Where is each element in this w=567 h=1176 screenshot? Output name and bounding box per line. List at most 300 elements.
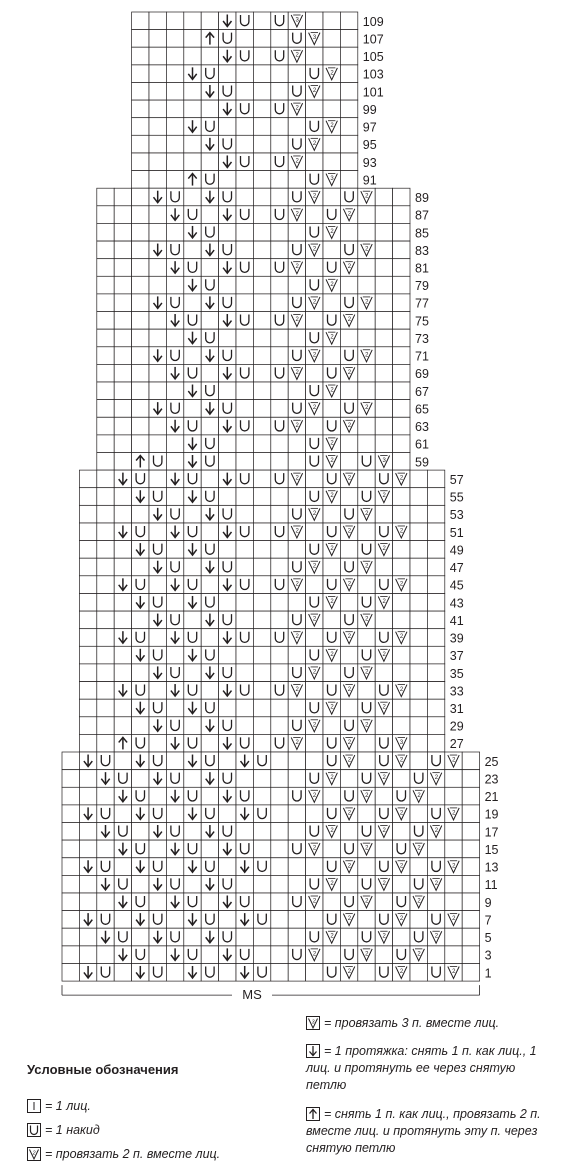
chart-cell bbox=[271, 12, 288, 30]
chart-cell bbox=[114, 611, 131, 629]
ktog-number: 2 bbox=[312, 246, 317, 253]
chart-cell bbox=[306, 171, 323, 189]
chart-cell bbox=[271, 417, 288, 435]
chart-cell bbox=[166, 276, 183, 294]
chart-cell bbox=[184, 417, 201, 435]
chart-cell bbox=[271, 823, 288, 841]
chart-cell bbox=[253, 594, 270, 612]
ktog-number: 2 bbox=[312, 510, 317, 517]
ktog-number: 2 bbox=[365, 352, 369, 359]
chart-cell bbox=[97, 241, 114, 259]
chart-cell bbox=[149, 752, 166, 770]
ktog-number: 2 bbox=[434, 880, 439, 887]
ktog-number: 2 bbox=[399, 969, 404, 975]
chart-cell bbox=[114, 823, 131, 841]
chart-cell bbox=[219, 875, 236, 893]
chart-cell bbox=[323, 682, 340, 700]
chart-cell bbox=[306, 470, 323, 488]
ktog-number: 2 bbox=[452, 969, 456, 975]
chart-cell bbox=[393, 206, 410, 224]
chart-cell bbox=[132, 223, 149, 241]
yarn-over-icon bbox=[27, 1123, 41, 1137]
chart-cell bbox=[201, 276, 218, 294]
chart-cell bbox=[201, 364, 218, 382]
row-number: 89 bbox=[415, 191, 429, 205]
chart-cell bbox=[340, 188, 357, 206]
chart-cell bbox=[271, 717, 288, 735]
chart-cell bbox=[166, 699, 183, 717]
sk2p-icon bbox=[306, 1107, 320, 1121]
chart-cell bbox=[236, 928, 253, 946]
chart-cell bbox=[149, 840, 166, 858]
ktog-number: 2 bbox=[434, 933, 439, 940]
chart-cell bbox=[149, 30, 166, 48]
chart-cell bbox=[114, 259, 131, 277]
chart-cell bbox=[253, 664, 270, 682]
chart-cell bbox=[236, 153, 253, 171]
chart-cell bbox=[236, 594, 253, 612]
chart-cell bbox=[79, 576, 96, 594]
chart-cell bbox=[114, 717, 131, 735]
ktog-number: 2 bbox=[312, 88, 317, 94]
chart-cell bbox=[358, 646, 375, 664]
chart-cell bbox=[184, 294, 201, 312]
chart-cell bbox=[219, 664, 236, 682]
chart-cell bbox=[427, 682, 444, 700]
k2tog-icon bbox=[27, 1147, 41, 1161]
chart-cell bbox=[271, 171, 288, 189]
chart-cell bbox=[236, 558, 253, 576]
chart-cell bbox=[79, 875, 96, 893]
row-number: 97 bbox=[362, 120, 377, 135]
chart-cell bbox=[79, 946, 96, 964]
chart-cell bbox=[166, 646, 183, 664]
chart-cell bbox=[410, 911, 427, 929]
chart-cell bbox=[219, 171, 236, 189]
ktog-number: 2 bbox=[399, 634, 404, 641]
chart-cell bbox=[393, 364, 410, 382]
chart-cell bbox=[184, 629, 201, 647]
ktog-number: 2 bbox=[295, 475, 299, 482]
chart-cell bbox=[358, 523, 375, 541]
chart-cell bbox=[358, 364, 375, 382]
ktog-number: 2 bbox=[347, 422, 352, 429]
chart-cell bbox=[236, 312, 253, 330]
chart-cell bbox=[132, 523, 149, 541]
ktog-number: 2 bbox=[382, 880, 386, 887]
chart-cell bbox=[149, 364, 166, 382]
chart-cell bbox=[219, 646, 236, 664]
chart-cell bbox=[462, 823, 479, 841]
ktog-number: 2 bbox=[452, 810, 456, 817]
chart-cell bbox=[271, 364, 288, 382]
row-number: 57 bbox=[449, 472, 464, 487]
chart-cell bbox=[132, 787, 149, 805]
chart-cell bbox=[132, 417, 149, 435]
chart-cell bbox=[132, 100, 149, 118]
chart-cell bbox=[201, 629, 218, 647]
chart-cell bbox=[114, 435, 131, 453]
chart-cell bbox=[271, 435, 288, 453]
chart-cell bbox=[271, 100, 288, 118]
chart-cell bbox=[184, 259, 201, 277]
chart-cell bbox=[166, 875, 183, 893]
chart-cell bbox=[462, 964, 479, 982]
chart-cell bbox=[236, 875, 253, 893]
svg-text:3: 3 bbox=[311, 1019, 315, 1026]
chart-cell bbox=[184, 505, 201, 523]
chart-cell bbox=[149, 699, 166, 717]
chart-cell bbox=[358, 858, 375, 876]
ktog-number: 2 bbox=[452, 757, 456, 764]
chart-cell bbox=[132, 364, 149, 382]
chart-cell bbox=[114, 188, 131, 206]
chart-cell bbox=[79, 893, 96, 911]
chart-cell bbox=[201, 488, 218, 506]
chart-cell bbox=[253, 312, 270, 330]
chart-cell bbox=[306, 153, 323, 171]
chart-cell bbox=[97, 629, 114, 647]
ktog-number: 2 bbox=[312, 563, 317, 570]
chart-cell bbox=[149, 541, 166, 559]
chart-cell bbox=[132, 470, 149, 488]
chart-cell bbox=[358, 823, 375, 841]
row-number: 23 bbox=[484, 772, 499, 787]
chart-cell bbox=[375, 964, 392, 982]
chart-cell bbox=[462, 911, 479, 929]
chart-cell bbox=[323, 30, 340, 48]
chart-cell bbox=[149, 805, 166, 823]
chart-cell bbox=[149, 435, 166, 453]
chart-cell bbox=[97, 259, 114, 277]
chart-cell bbox=[271, 312, 288, 330]
legend-title: Условные обозначения bbox=[27, 1062, 179, 1077]
chart-cell bbox=[201, 840, 218, 858]
row-number: 87 bbox=[415, 208, 429, 223]
chart-cell bbox=[253, 417, 270, 435]
chart-cell bbox=[427, 699, 444, 717]
row-number: 67 bbox=[415, 384, 429, 399]
chart-cell bbox=[184, 558, 201, 576]
chart-cell bbox=[184, 840, 201, 858]
chart-cell bbox=[114, 911, 131, 929]
row-number: 65 bbox=[415, 402, 429, 417]
ktog-number: 2 bbox=[417, 792, 421, 799]
row-number: 109 bbox=[362, 14, 384, 29]
ktog-number: 2 bbox=[382, 704, 386, 711]
chart-cell bbox=[132, 928, 149, 946]
ktog-number: 2 bbox=[347, 475, 352, 482]
ktog-number: 2 bbox=[347, 757, 352, 764]
chart-cell bbox=[132, 629, 149, 647]
chart-cell bbox=[201, 12, 218, 30]
ktog-number: 2 bbox=[365, 616, 369, 623]
chart-cell bbox=[132, 893, 149, 911]
ktog-number: 2 bbox=[330, 828, 334, 834]
chart-cell bbox=[306, 435, 323, 453]
chart-cell bbox=[288, 823, 305, 841]
chart-cell bbox=[375, 382, 392, 400]
chart-cell bbox=[97, 435, 114, 453]
row-number: 33 bbox=[449, 684, 464, 699]
ktog-number: 2 bbox=[330, 493, 334, 500]
chart-cell bbox=[271, 206, 288, 224]
chart-cell bbox=[340, 770, 357, 788]
chart-cell bbox=[253, 805, 270, 823]
chart-cell bbox=[427, 576, 444, 594]
chart-cell bbox=[340, 12, 357, 30]
chart-cell bbox=[219, 65, 236, 83]
chart-cell bbox=[201, 65, 218, 83]
row-number: 59 bbox=[415, 455, 429, 470]
chart-cell bbox=[166, 188, 183, 206]
chart-cell bbox=[236, 505, 253, 523]
chart-cell bbox=[375, 241, 392, 259]
ktog-number: 2 bbox=[295, 634, 299, 641]
chart-cell bbox=[79, 928, 96, 946]
chart-cell bbox=[288, 911, 305, 929]
chart-cell bbox=[393, 276, 410, 294]
row-number: 47 bbox=[449, 561, 464, 575]
ktog-number: 2 bbox=[365, 792, 369, 799]
chart-cell bbox=[201, 153, 218, 171]
chart-cell bbox=[340, 875, 357, 893]
chart-cell bbox=[219, 611, 236, 629]
ktog-number: 2 bbox=[330, 440, 334, 447]
chart-cell bbox=[149, 734, 166, 752]
chart-cell bbox=[132, 12, 149, 30]
chart-cell bbox=[306, 382, 323, 400]
chart-cell bbox=[427, 858, 444, 876]
chart-cell bbox=[79, 541, 96, 559]
chart-cell bbox=[149, 12, 166, 30]
chart-cell bbox=[219, 135, 236, 153]
chart-cell bbox=[219, 241, 236, 259]
chart-cell bbox=[427, 646, 444, 664]
chart-cell bbox=[375, 629, 392, 647]
chart-cell bbox=[375, 364, 392, 382]
chart-cell bbox=[97, 911, 114, 929]
chart-cell bbox=[288, 858, 305, 876]
chart-cell bbox=[201, 964, 218, 982]
skp-icon bbox=[306, 1044, 320, 1058]
chart-cell bbox=[358, 206, 375, 224]
chart-cell bbox=[62, 858, 79, 876]
chart-cell bbox=[253, 823, 270, 841]
ktog-number: 2 bbox=[365, 299, 369, 306]
chart-cell bbox=[375, 470, 392, 488]
chart-cell bbox=[253, 576, 270, 594]
chart-cell bbox=[375, 576, 392, 594]
chart-cell bbox=[114, 223, 131, 241]
chart-cell bbox=[114, 928, 131, 946]
chart-cell bbox=[97, 734, 114, 752]
chart-cell bbox=[184, 875, 201, 893]
chart-cell bbox=[97, 453, 114, 471]
chart-cell bbox=[253, 858, 270, 876]
chart-cell bbox=[166, 611, 183, 629]
chart-cell bbox=[445, 840, 462, 858]
chart-cell bbox=[393, 646, 410, 664]
chart-cell bbox=[184, 664, 201, 682]
chart-cell bbox=[375, 858, 392, 876]
ktog-number: 2 bbox=[295, 687, 299, 694]
chart-cell bbox=[462, 840, 479, 858]
chart-cell bbox=[393, 259, 410, 277]
chart-cell bbox=[114, 276, 131, 294]
chart-cell bbox=[427, 787, 444, 805]
chart-cell bbox=[323, 734, 340, 752]
chart-cell bbox=[149, 276, 166, 294]
chart-cell bbox=[166, 435, 183, 453]
chart-cell bbox=[271, 840, 288, 858]
ktog-number: 2 bbox=[295, 369, 299, 376]
chart-cell bbox=[271, 523, 288, 541]
chart-cell bbox=[149, 523, 166, 541]
chart-cell bbox=[114, 541, 131, 559]
chart-cell bbox=[97, 223, 114, 241]
chart-cell bbox=[323, 241, 340, 259]
ktog-number: 2 bbox=[330, 228, 334, 235]
chart-cell bbox=[340, 453, 357, 471]
row-number: 39 bbox=[449, 631, 464, 646]
chart-cell bbox=[236, 382, 253, 400]
chart-cell bbox=[184, 312, 201, 330]
chart-cell bbox=[132, 664, 149, 682]
chart-cell bbox=[358, 594, 375, 612]
chart-cell bbox=[288, 541, 305, 559]
chart-cell bbox=[219, 329, 236, 347]
chart-cell bbox=[410, 576, 427, 594]
chart-cell bbox=[427, 964, 444, 982]
chart-cell bbox=[149, 417, 166, 435]
chart-cell bbox=[149, 488, 166, 506]
chart-cell bbox=[271, 541, 288, 559]
row-number: 71 bbox=[415, 349, 429, 364]
chart-cell bbox=[427, 664, 444, 682]
ktog-number: 2 bbox=[312, 616, 317, 623]
ktog-number: 2 bbox=[330, 933, 334, 940]
chart-cell bbox=[393, 611, 410, 629]
ktog-number: 2 bbox=[347, 969, 352, 975]
chart-cell bbox=[358, 276, 375, 294]
ktog-number: 2 bbox=[330, 387, 334, 394]
knit-cell-icon bbox=[27, 1099, 41, 1113]
row-number: 31 bbox=[449, 702, 464, 716]
chart-cell bbox=[253, 453, 270, 471]
chart-cell bbox=[253, 382, 270, 400]
chart-cell bbox=[306, 206, 323, 224]
chart-cell bbox=[201, 435, 218, 453]
chart-cell bbox=[184, 12, 201, 30]
chart-cell bbox=[149, 682, 166, 700]
chart-cell bbox=[375, 805, 392, 823]
chart-cell bbox=[201, 417, 218, 435]
chart-cell bbox=[132, 734, 149, 752]
chart-cell bbox=[288, 770, 305, 788]
chart-cell bbox=[288, 840, 305, 858]
legend-knit: = 1 лиц. bbox=[27, 1098, 287, 1115]
chart-cell bbox=[427, 946, 444, 964]
chart-cell bbox=[306, 488, 323, 506]
chart-cell bbox=[445, 946, 462, 964]
chart-cell bbox=[236, 470, 253, 488]
chart-cell bbox=[132, 770, 149, 788]
row-number: 17 bbox=[484, 825, 499, 840]
chart-cell bbox=[375, 347, 392, 365]
ktog-number: 2 bbox=[399, 581, 404, 588]
chart-cell bbox=[166, 911, 183, 929]
chart-cell bbox=[410, 558, 427, 576]
chart-cell bbox=[375, 893, 392, 911]
chart-cell bbox=[97, 682, 114, 700]
chart-cell bbox=[358, 682, 375, 700]
chart-cell bbox=[462, 805, 479, 823]
chart-cell bbox=[340, 135, 357, 153]
chart-cell bbox=[201, 805, 218, 823]
ktog-number: 2 bbox=[382, 933, 386, 940]
chart-cell bbox=[323, 893, 340, 911]
chart-cell bbox=[393, 928, 410, 946]
chart-cell bbox=[253, 30, 270, 48]
ktog-number: 2 bbox=[434, 828, 439, 834]
chart-cell bbox=[410, 699, 427, 717]
chart-cell bbox=[271, 682, 288, 700]
chart-cell bbox=[323, 417, 340, 435]
chart-cell bbox=[271, 734, 288, 752]
chart-cell bbox=[219, 911, 236, 929]
chart-cell bbox=[375, 611, 392, 629]
chart-cell bbox=[410, 734, 427, 752]
chart-cell bbox=[236, 30, 253, 48]
chart-cell bbox=[114, 858, 131, 876]
chart-cell bbox=[149, 100, 166, 118]
chart-cell bbox=[253, 629, 270, 647]
chart-cell bbox=[201, 541, 218, 559]
chart-cell bbox=[340, 347, 357, 365]
row-number: 49 bbox=[449, 543, 464, 558]
chart-cell bbox=[149, 629, 166, 647]
chart-cell bbox=[166, 752, 183, 770]
chart-cell bbox=[323, 576, 340, 594]
ktog-number: 2 bbox=[330, 546, 334, 553]
chart-cell bbox=[323, 717, 340, 735]
chart-cell bbox=[184, 523, 201, 541]
chart-cell bbox=[79, 840, 96, 858]
svg-text:2: 2 bbox=[32, 1150, 36, 1157]
chart-cell bbox=[132, 135, 149, 153]
chart-cell bbox=[253, 611, 270, 629]
chart-cell bbox=[410, 717, 427, 735]
chart-cell bbox=[358, 223, 375, 241]
chart-cell bbox=[323, 347, 340, 365]
chart-cell bbox=[201, 47, 218, 65]
chart-cell bbox=[253, 259, 270, 277]
chart-cell bbox=[393, 541, 410, 559]
ktog-number: 2 bbox=[347, 317, 352, 323]
ktog-number: 2 bbox=[399, 916, 404, 923]
chart-cell bbox=[288, 382, 305, 400]
chart-cell bbox=[97, 558, 114, 576]
ktog-number: 3 bbox=[382, 458, 386, 464]
chart-cell bbox=[114, 646, 131, 664]
chart-cell bbox=[97, 594, 114, 612]
row-number: 103 bbox=[362, 67, 384, 82]
chart-cell bbox=[79, 505, 96, 523]
chart-cell bbox=[462, 875, 479, 893]
ktog-number: 2 bbox=[347, 264, 352, 271]
chart-cell bbox=[271, 30, 288, 48]
